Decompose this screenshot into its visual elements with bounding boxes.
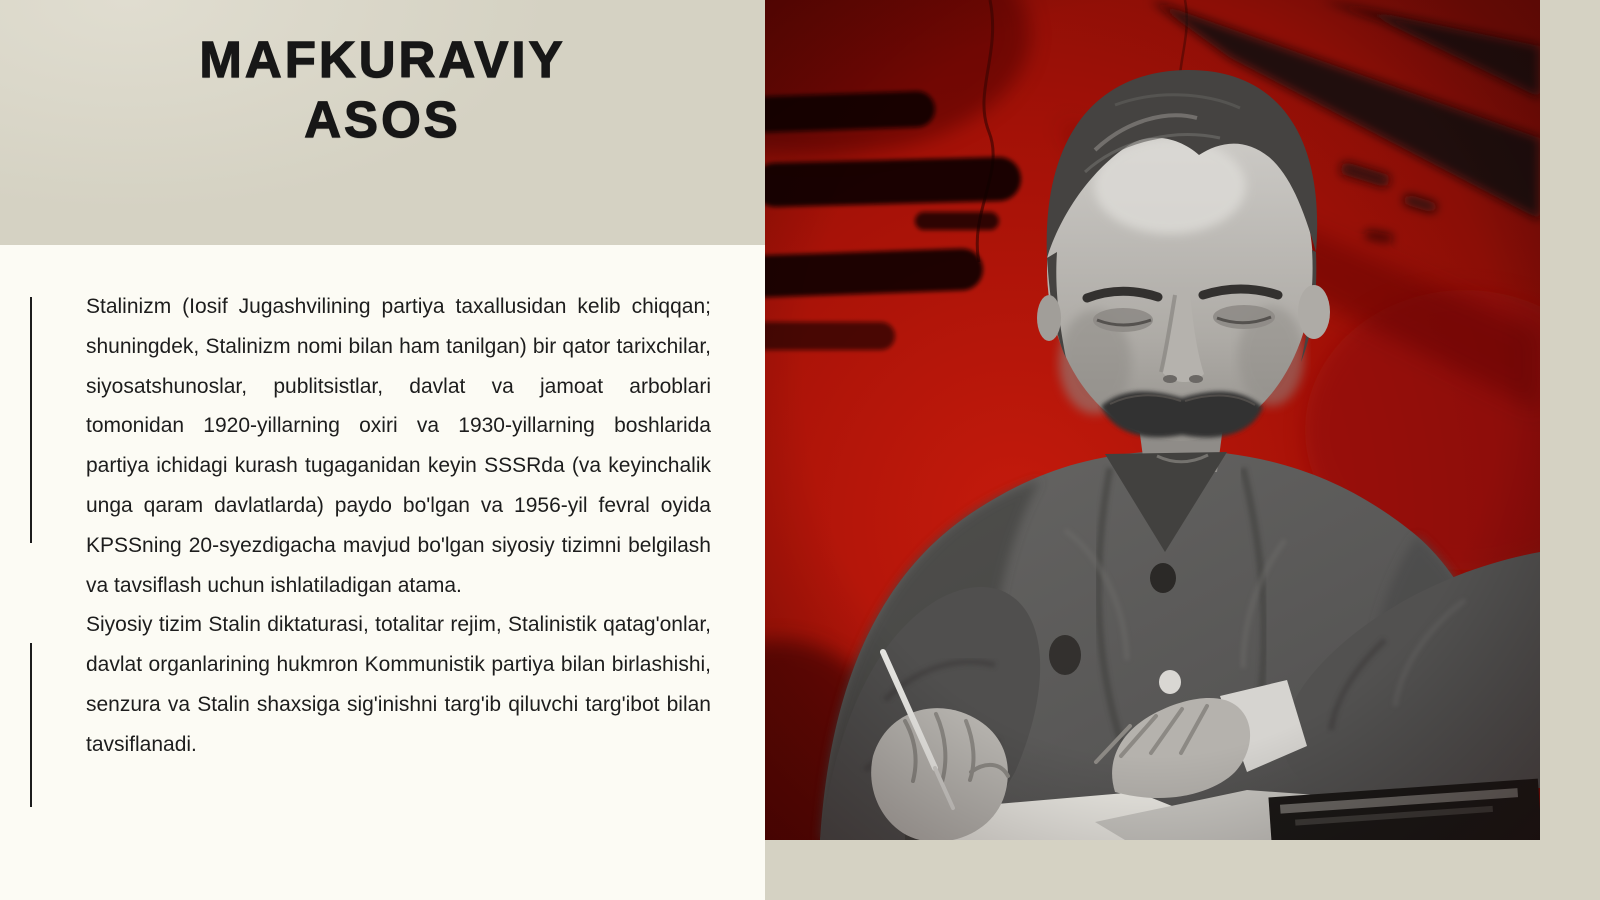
stalin-photo bbox=[765, 0, 1540, 840]
paragraph-accent-bar-2 bbox=[30, 643, 32, 807]
paragraph-accent-bar-1 bbox=[30, 297, 32, 543]
photo-vignette bbox=[765, 0, 1540, 840]
title-line-2: ASOS bbox=[304, 91, 461, 148]
title-line-1: MAFKURAVIY bbox=[199, 31, 566, 88]
stalin-photo-illustration bbox=[765, 0, 1540, 840]
page-title bbox=[0, 30, 765, 150]
body-text bbox=[86, 287, 711, 765]
paragraph-2: Siyosiy tizim Stalin diktaturasi, totalitar rejim, Stalinistik qatag'onlar, davlat organlarining hukmron Kommunistik partiya bilan birlashishi, senzura va Stalin shaxsiga sig'inishni targ'ib qiluvchi targ'ibot bilan tavsiflanadi. bbox=[86, 613, 711, 756]
paragraph-1: Stalinizm (Iosif Jugashvilining partiya taxallusidan kelib chiqqan; shuningdek, Stalinizm nomi bilan ham tanilgan) bir qator tarixchilar, siyosatshunoslar, publitsistlar, davlat va jamoat arboblari tomonidan 1920-yillarning oxiri va 1930-yillarning boshlarida partiya ichidagi kurash tugaganidan keyin SSSRda (va keyinchalik unga qaram davlatlarda) paydo bo'lgan va 1956-yil fevral oyida KPSSning 20-syezdigacha mavjud bo'lgan siyosiy tizimni belgilash va tavsiflash uchun ishlatiladigan atama. bbox=[86, 295, 711, 597]
